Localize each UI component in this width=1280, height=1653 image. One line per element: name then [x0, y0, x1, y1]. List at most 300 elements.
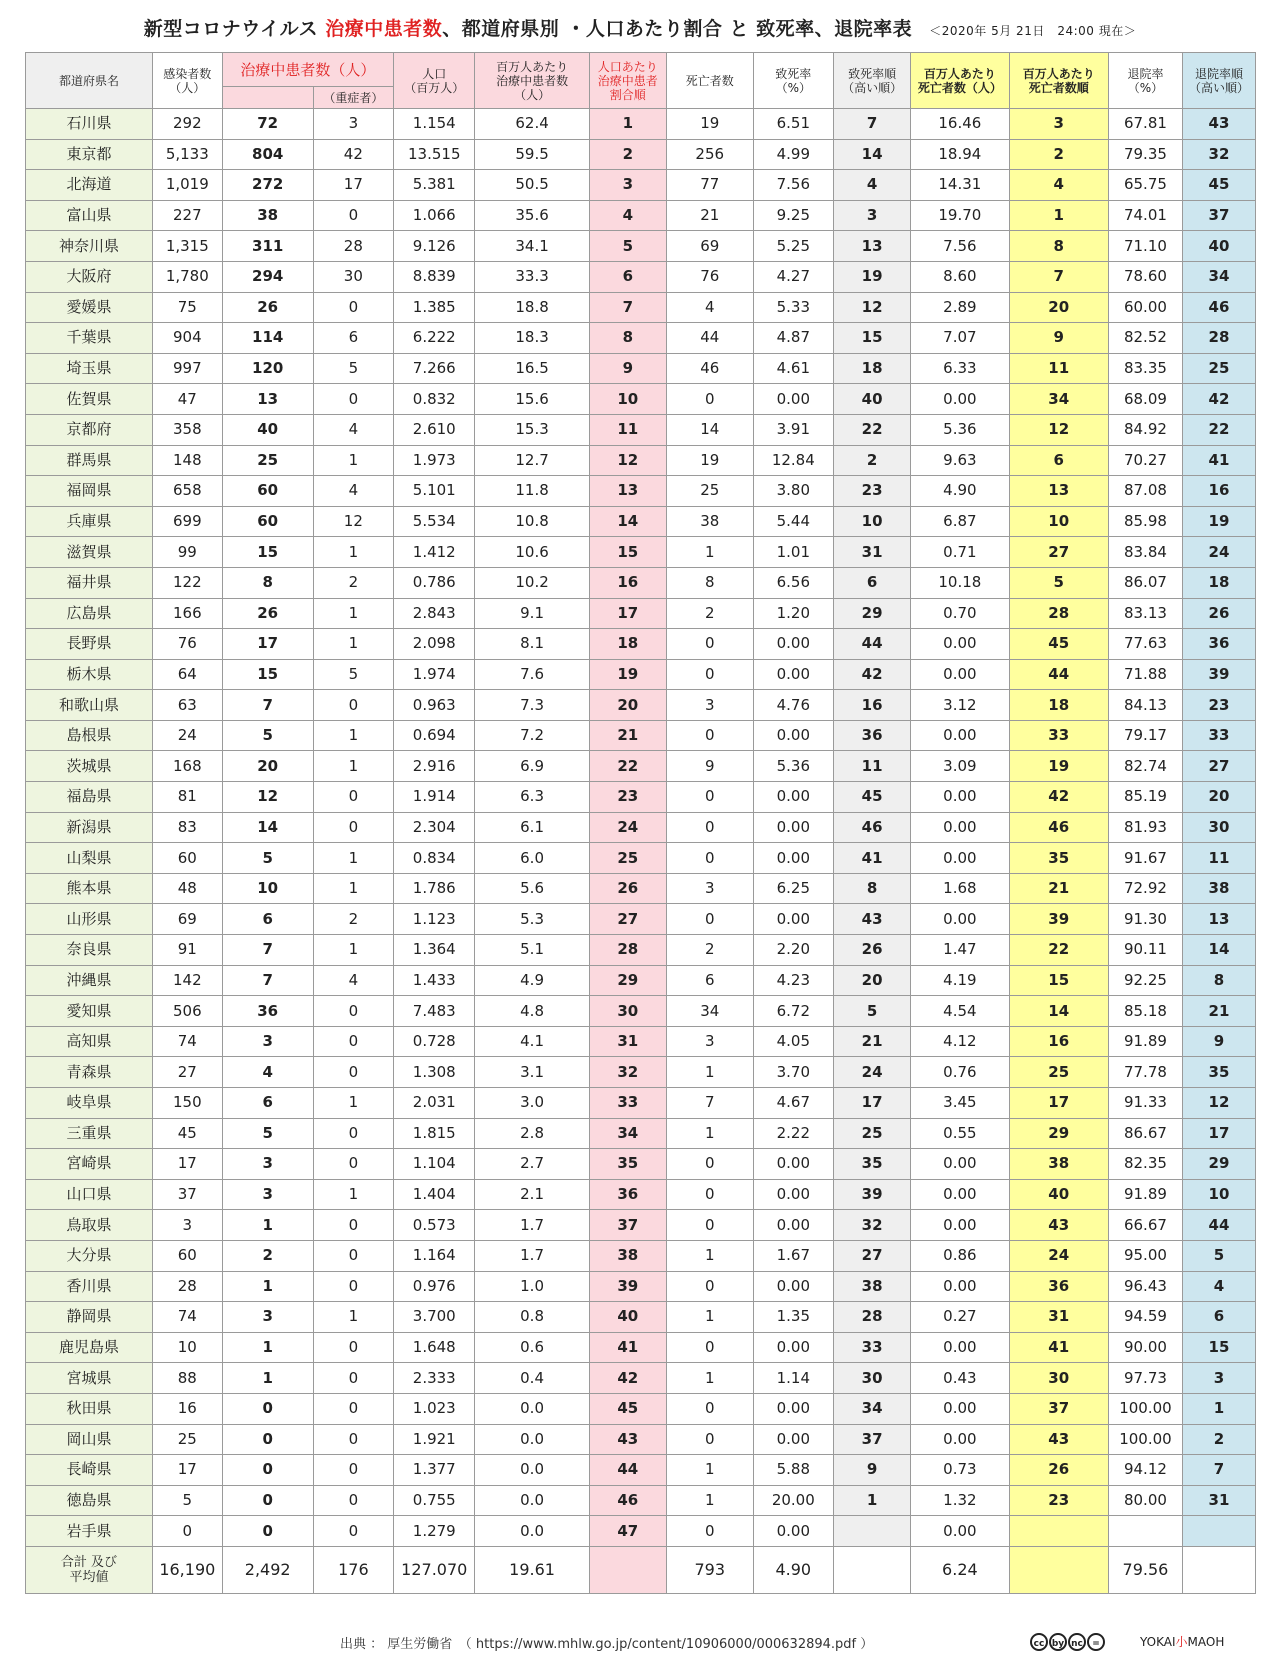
cell-population: 1.377	[394, 1455, 475, 1486]
cell-infected: 88	[152, 1363, 222, 1394]
cell-cfr: 0.00	[753, 904, 833, 935]
cell-discharge-rate: 86.67	[1108, 1118, 1182, 1149]
cell-treating: 6	[222, 1088, 313, 1119]
cell-deaths-per-million: 5.36	[911, 414, 1009, 445]
cell-treating-rank: 11	[589, 414, 666, 445]
cell-cfr: 1.35	[753, 1302, 833, 1333]
cell-deaths: 0	[666, 720, 753, 751]
cell-pref-name: 神奈川県	[26, 231, 153, 262]
cell-cfr-rank: 42	[833, 659, 910, 690]
cell-treating-per-million: 6.0	[475, 843, 589, 874]
cell-pref-name: 北海道	[26, 170, 153, 201]
table-row	[26, 1424, 1256, 1455]
cell-pref-name: 兵庫県	[26, 506, 153, 537]
title-date: ＜2020年 5月 21日 24:00 現在＞	[929, 24, 1137, 38]
cell-dpm-rank: 36	[1009, 1271, 1108, 1302]
cell-deaths: 0	[666, 1179, 753, 1210]
cell-population: 1.066	[394, 200, 475, 231]
cell-treating: 25	[222, 445, 313, 476]
cell-pref-name: 島根県	[26, 720, 153, 751]
cell-deaths-per-million: 3.45	[911, 1088, 1009, 1119]
cell-dpm-rank: 14	[1009, 996, 1108, 1027]
cell-cfr: 0.00	[753, 1179, 833, 1210]
cell-population: 2.843	[394, 598, 475, 629]
total-treating: 2,492	[222, 1546, 313, 1593]
cell-pref-name: 鹿児島県	[26, 1332, 153, 1363]
cell-severe: 42	[313, 139, 393, 170]
table-row	[26, 200, 1256, 231]
cell-pref-name: 茨城県	[26, 751, 153, 782]
table-row	[26, 1271, 1256, 1302]
cell-treating-per-million: 0.4	[475, 1363, 589, 1394]
cell-infected: 0	[152, 1516, 222, 1547]
cell-severe: 30	[313, 261, 393, 292]
title-part1: 新型コロナウイルス	[143, 18, 319, 40]
table-row	[26, 1516, 1256, 1547]
header-cfr: 致死率 （%）	[753, 53, 833, 109]
table-row	[26, 812, 1256, 843]
cell-cfr-rank: 5	[833, 996, 910, 1027]
cell-cfr: 0.00	[753, 1271, 833, 1302]
cell-treating-per-million: 16.5	[475, 353, 589, 384]
cell-pref-name: 秋田県	[26, 1393, 153, 1424]
cell-pref-name: 青森県	[26, 1057, 153, 1088]
cell-cfr-rank: 45	[833, 782, 910, 813]
cell-deaths: 1	[666, 1302, 753, 1333]
cell-infected: 10	[152, 1332, 222, 1363]
cell-cfr: 2.22	[753, 1118, 833, 1149]
cell-discharge-rate: 85.98	[1108, 506, 1182, 537]
cell-population: 1.308	[394, 1057, 475, 1088]
cell-cfr: 4.67	[753, 1088, 833, 1119]
cell-deaths-per-million: 6.33	[911, 353, 1009, 384]
cell-deaths: 0	[666, 904, 753, 935]
cell-discharge-rate	[1108, 1516, 1182, 1547]
cell-treating: 114	[222, 323, 313, 354]
cell-discharge-rank: 15	[1182, 1332, 1255, 1363]
table-row	[26, 720, 1256, 751]
cell-treating-rank: 36	[589, 1179, 666, 1210]
cell-pref-name: 富山県	[26, 200, 153, 231]
cell-discharge-rate: 79.17	[1108, 720, 1182, 751]
cell-infected: 1,019	[152, 170, 222, 201]
cell-cfr-rank: 41	[833, 843, 910, 874]
cell-treating: 7	[222, 965, 313, 996]
cell-treating-per-million: 7.6	[475, 659, 589, 690]
cell-cfr: 4.23	[753, 965, 833, 996]
cell-treating-per-million: 11.8	[475, 476, 589, 507]
cell-severe: 1	[313, 720, 393, 751]
cell-treating-per-million: 10.6	[475, 537, 589, 568]
cell-dpm-rank: 45	[1009, 629, 1108, 660]
cell-treating-rank: 44	[589, 1455, 666, 1486]
cell-treating-per-million: 9.1	[475, 598, 589, 629]
cell-deaths: 69	[666, 231, 753, 262]
cell-dpm-rank: 27	[1009, 537, 1108, 568]
cell-dpm-rank	[1009, 1516, 1108, 1547]
cell-infected: 75	[152, 292, 222, 323]
cell-infected: 142	[152, 965, 222, 996]
header-prefecture: 都道府県名	[26, 53, 153, 109]
cell-treating-per-million: 10.8	[475, 506, 589, 537]
cell-severe: 6	[313, 323, 393, 354]
cell-treating-rank: 22	[589, 751, 666, 782]
cell-dpm-rank: 9	[1009, 323, 1108, 354]
cell-treating: 0	[222, 1516, 313, 1547]
total-cfr: 4.90	[753, 1546, 833, 1593]
cell-deaths-per-million: 1.47	[911, 935, 1009, 966]
cell-cfr: 0.00	[753, 1332, 833, 1363]
cell-infected: 148	[152, 445, 222, 476]
cell-treating-per-million: 18.3	[475, 323, 589, 354]
cell-infected: 1,780	[152, 261, 222, 292]
cell-population: 0.963	[394, 690, 475, 721]
cell-treating-rank: 4	[589, 200, 666, 231]
cell-population: 1.023	[394, 1393, 475, 1424]
cell-discharge-rate: 80.00	[1108, 1485, 1182, 1516]
cell-deaths: 46	[666, 353, 753, 384]
cell-dpm-rank: 18	[1009, 690, 1108, 721]
cell-deaths: 34	[666, 996, 753, 1027]
cell-severe: 0	[313, 1240, 393, 1271]
cell-severe: 1	[313, 598, 393, 629]
table-row	[26, 261, 1256, 292]
cell-cfr: 1.67	[753, 1240, 833, 1271]
cell-cfr-rank: 40	[833, 384, 910, 415]
cell-treating-rank: 17	[589, 598, 666, 629]
cell-discharge-rank: 22	[1182, 414, 1255, 445]
cell-severe: 0	[313, 812, 393, 843]
cell-pref-name: 奈良県	[26, 935, 153, 966]
cell-deaths-per-million: 18.94	[911, 139, 1009, 170]
cell-treating-rank: 39	[589, 1271, 666, 1302]
header-infected: 感染者数 （人）	[152, 53, 222, 109]
prefecture-table	[25, 52, 1256, 1594]
table-row	[26, 904, 1256, 935]
cell-population: 0.786	[394, 567, 475, 598]
cell-discharge-rate: 71.88	[1108, 659, 1182, 690]
cell-cfr: 4.76	[753, 690, 833, 721]
cell-treating: 0	[222, 1424, 313, 1455]
cell-treating: 14	[222, 812, 313, 843]
table-row	[26, 690, 1256, 721]
title-highlight: 治療中患者数	[325, 18, 443, 40]
cell-treating-per-million: 15.6	[475, 384, 589, 415]
cell-treating-per-million: 2.7	[475, 1149, 589, 1180]
cell-severe: 1	[313, 537, 393, 568]
cell-severe: 12	[313, 506, 393, 537]
cell-treating-rank: 26	[589, 873, 666, 904]
cell-cfr-rank: 27	[833, 1240, 910, 1271]
cell-treating-per-million: 6.1	[475, 812, 589, 843]
cell-discharge-rate: 91.67	[1108, 843, 1182, 874]
total-cfr-rank	[833, 1546, 910, 1593]
cell-cfr-rank: 15	[833, 323, 910, 354]
cell-discharge-rank: 41	[1182, 445, 1255, 476]
cell-treating: 13	[222, 384, 313, 415]
cell-discharge-rank: 46	[1182, 292, 1255, 323]
cell-treating-rank: 19	[589, 659, 666, 690]
cell-discharge-rank: 18	[1182, 567, 1255, 598]
cell-treating-rank: 9	[589, 353, 666, 384]
cell-cfr-rank: 14	[833, 139, 910, 170]
cell-infected: 37	[152, 1179, 222, 1210]
cell-deaths: 0	[666, 1424, 753, 1455]
cell-pref-name: 長崎県	[26, 1455, 153, 1486]
cell-population: 0.976	[394, 1271, 475, 1302]
cell-infected: 699	[152, 506, 222, 537]
cell-dpm-rank: 43	[1009, 1210, 1108, 1241]
table-row	[26, 1363, 1256, 1394]
cell-cfr-rank: 44	[833, 629, 910, 660]
cell-treating: 5	[222, 1118, 313, 1149]
cell-deaths-per-million: 0.00	[911, 904, 1009, 935]
cell-treating: 8	[222, 567, 313, 598]
cell-severe: 1	[313, 629, 393, 660]
cell-treating-rank: 46	[589, 1485, 666, 1516]
cc-icon: cc	[1030, 1633, 1048, 1651]
cell-discharge-rate: 84.13	[1108, 690, 1182, 721]
total-label: 合計 及び 平均値	[26, 1546, 153, 1593]
cell-deaths-per-million: 7.07	[911, 323, 1009, 354]
cell-treating-per-million: 18.8	[475, 292, 589, 323]
total-discharge-rank	[1182, 1546, 1255, 1593]
cell-discharge-rank: 26	[1182, 598, 1255, 629]
cell-discharge-rate: 84.92	[1108, 414, 1182, 445]
cell-treating-rank: 24	[589, 812, 666, 843]
cell-discharge-rate: 82.52	[1108, 323, 1182, 354]
table-row	[26, 109, 1256, 140]
cell-deaths: 9	[666, 751, 753, 782]
cell-cfr-rank: 38	[833, 1271, 910, 1302]
cell-deaths: 0	[666, 1271, 753, 1302]
cell-severe: 0	[313, 292, 393, 323]
cell-treating-rank: 6	[589, 261, 666, 292]
cell-treating-rank: 31	[589, 1026, 666, 1057]
cell-cfr-rank: 9	[833, 1455, 910, 1486]
cell-treating: 26	[222, 292, 313, 323]
cell-treating-per-million: 8.1	[475, 629, 589, 660]
cell-dpm-rank: 17	[1009, 1088, 1108, 1119]
cell-cfr-rank: 8	[833, 873, 910, 904]
cell-population: 2.333	[394, 1363, 475, 1394]
cell-discharge-rank: 7	[1182, 1455, 1255, 1486]
cell-pref-name: 岩手県	[26, 1516, 153, 1547]
header-treating-blank	[222, 87, 313, 109]
table-row	[26, 506, 1256, 537]
cell-cfr: 0.00	[753, 1393, 833, 1424]
cell-deaths: 256	[666, 139, 753, 170]
cell-treating-per-million: 50.5	[475, 170, 589, 201]
cell-population: 1.786	[394, 873, 475, 904]
cell-discharge-rank: 2	[1182, 1424, 1255, 1455]
cell-population: 1.433	[394, 965, 475, 996]
cell-discharge-rate: 72.92	[1108, 873, 1182, 904]
cell-deaths: 0	[666, 1516, 753, 1547]
cell-treating: 60	[222, 506, 313, 537]
cell-population: 2.610	[394, 414, 475, 445]
cell-pref-name: 岐阜県	[26, 1088, 153, 1119]
cell-deaths-per-million: 10.18	[911, 567, 1009, 598]
cell-infected: 5	[152, 1485, 222, 1516]
cell-treating: 1	[222, 1363, 313, 1394]
cell-treating: 3	[222, 1149, 313, 1180]
table-row	[26, 1240, 1256, 1271]
cell-deaths-per-million: 0.00	[911, 843, 1009, 874]
cell-discharge-rank: 13	[1182, 904, 1255, 935]
cell-deaths: 1	[666, 1118, 753, 1149]
cell-dpm-rank: 16	[1009, 1026, 1108, 1057]
cell-discharge-rank: 20	[1182, 782, 1255, 813]
cell-cfr: 3.80	[753, 476, 833, 507]
cell-deaths: 0	[666, 1332, 753, 1363]
cell-population: 1.914	[394, 782, 475, 813]
table-row	[26, 629, 1256, 660]
cell-dpm-rank: 28	[1009, 598, 1108, 629]
cell-population: 1.973	[394, 445, 475, 476]
cell-discharge-rank: 45	[1182, 170, 1255, 201]
cell-discharge-rate: 83.35	[1108, 353, 1182, 384]
cell-severe: 1	[313, 873, 393, 904]
cell-cfr: 0.00	[753, 812, 833, 843]
cell-treating-per-million: 6.9	[475, 751, 589, 782]
cell-dpm-rank: 44	[1009, 659, 1108, 690]
cell-deaths: 0	[666, 1210, 753, 1241]
page-title	[0, 14, 1280, 41]
cell-cfr-rank: 10	[833, 506, 910, 537]
cell-deaths: 0	[666, 1149, 753, 1180]
cell-severe: 1	[313, 1179, 393, 1210]
cell-cfr-rank: 19	[833, 261, 910, 292]
cell-treating-per-million: 2.1	[475, 1179, 589, 1210]
cell-cfr-rank: 22	[833, 414, 910, 445]
cell-dpm-rank: 43	[1009, 1424, 1108, 1455]
cell-dpm-rank: 25	[1009, 1057, 1108, 1088]
cell-infected: 358	[152, 414, 222, 445]
cell-treating-per-million: 62.4	[475, 109, 589, 140]
cell-severe: 0	[313, 200, 393, 231]
cell-treating-per-million: 35.6	[475, 200, 589, 231]
cell-treating: 3	[222, 1026, 313, 1057]
cell-infected: 904	[152, 323, 222, 354]
cell-discharge-rate: 70.27	[1108, 445, 1182, 476]
cell-deaths-per-million: 4.19	[911, 965, 1009, 996]
cell-dpm-rank: 22	[1009, 935, 1108, 966]
cell-discharge-rank: 3	[1182, 1363, 1255, 1394]
cell-discharge-rate: 92.25	[1108, 965, 1182, 996]
cell-treating-per-million: 4.9	[475, 965, 589, 996]
cell-treating-rank: 47	[589, 1516, 666, 1547]
cell-deaths-per-million: 14.31	[911, 170, 1009, 201]
cell-treating-rank: 38	[589, 1240, 666, 1271]
cell-treating-per-million: 5.6	[475, 873, 589, 904]
cell-treating-per-million: 0.6	[475, 1332, 589, 1363]
cell-cfr: 0.00	[753, 782, 833, 813]
cell-treating: 10	[222, 873, 313, 904]
cell-discharge-rate: 81.93	[1108, 812, 1182, 843]
cell-pref-name: 愛媛県	[26, 292, 153, 323]
cell-treating: 26	[222, 598, 313, 629]
table-row	[26, 751, 1256, 782]
cell-discharge-rank: 19	[1182, 506, 1255, 537]
cell-cfr-rank: 23	[833, 476, 910, 507]
cell-pref-name: 新潟県	[26, 812, 153, 843]
table-row	[26, 1332, 1256, 1363]
cell-discharge-rank: 36	[1182, 629, 1255, 660]
cell-discharge-rank: 11	[1182, 843, 1255, 874]
cell-deaths-per-million: 3.12	[911, 690, 1009, 721]
cell-deaths: 1	[666, 1240, 753, 1271]
cell-discharge-rate: 86.07	[1108, 567, 1182, 598]
cell-treating-rank: 35	[589, 1149, 666, 1180]
total-treating-rank	[589, 1546, 666, 1593]
cell-population: 1.815	[394, 1118, 475, 1149]
cell-infected: 166	[152, 598, 222, 629]
cell-infected: 74	[152, 1026, 222, 1057]
table-row	[26, 935, 1256, 966]
cell-treating-rank: 41	[589, 1332, 666, 1363]
cell-deaths-per-million: 0.00	[911, 1271, 1009, 1302]
cell-discharge-rank: 1	[1182, 1393, 1255, 1424]
cell-severe: 0	[313, 1363, 393, 1394]
table-row	[26, 659, 1256, 690]
cell-infected: 16	[152, 1393, 222, 1424]
cell-treating-per-million: 3.1	[475, 1057, 589, 1088]
cell-discharge-rate: 78.60	[1108, 261, 1182, 292]
cell-severe: 0	[313, 1271, 393, 1302]
cell-severe: 5	[313, 353, 393, 384]
cell-cfr-rank: 25	[833, 1118, 910, 1149]
footer	[0, 1633, 1280, 1653]
table-row	[26, 1118, 1256, 1149]
cell-dpm-rank: 42	[1009, 782, 1108, 813]
cell-deaths: 1	[666, 537, 753, 568]
cell-treating-per-million: 2.8	[475, 1118, 589, 1149]
cell-treating: 0	[222, 1455, 313, 1486]
cell-treating: 15	[222, 659, 313, 690]
cell-cfr: 6.25	[753, 873, 833, 904]
cell-discharge-rate: 66.67	[1108, 1210, 1182, 1241]
cell-discharge-rank: 38	[1182, 873, 1255, 904]
cell-infected: 168	[152, 751, 222, 782]
cell-deaths-per-million: 3.09	[911, 751, 1009, 782]
cell-pref-name: 福岡県	[26, 476, 153, 507]
cell-pref-name: 京都府	[26, 414, 153, 445]
cell-discharge-rank	[1182, 1516, 1255, 1547]
cell-cfr: 0.00	[753, 720, 833, 751]
cell-cfr: 6.51	[753, 109, 833, 140]
cell-treating-per-million: 4.1	[475, 1026, 589, 1057]
cell-discharge-rate: 77.63	[1108, 629, 1182, 660]
cell-discharge-rank: 8	[1182, 965, 1255, 996]
cell-infected: 17	[152, 1149, 222, 1180]
cell-deaths: 0	[666, 384, 753, 415]
cell-treating-per-million: 5.3	[475, 904, 589, 935]
cell-cfr-rank: 13	[833, 231, 910, 262]
total-infected: 16,190	[152, 1546, 222, 1593]
table-row	[26, 1210, 1256, 1241]
cell-severe: 0	[313, 1026, 393, 1057]
cell-deaths: 1	[666, 1455, 753, 1486]
cell-treating-rank: 33	[589, 1088, 666, 1119]
cell-dpm-rank: 31	[1009, 1302, 1108, 1333]
cell-discharge-rank: 37	[1182, 200, 1255, 231]
table-row	[26, 1485, 1256, 1516]
cell-treating-rank: 2	[589, 139, 666, 170]
cell-dpm-rank: 6	[1009, 445, 1108, 476]
cell-severe: 2	[313, 904, 393, 935]
cell-deaths-per-million: 4.12	[911, 1026, 1009, 1057]
